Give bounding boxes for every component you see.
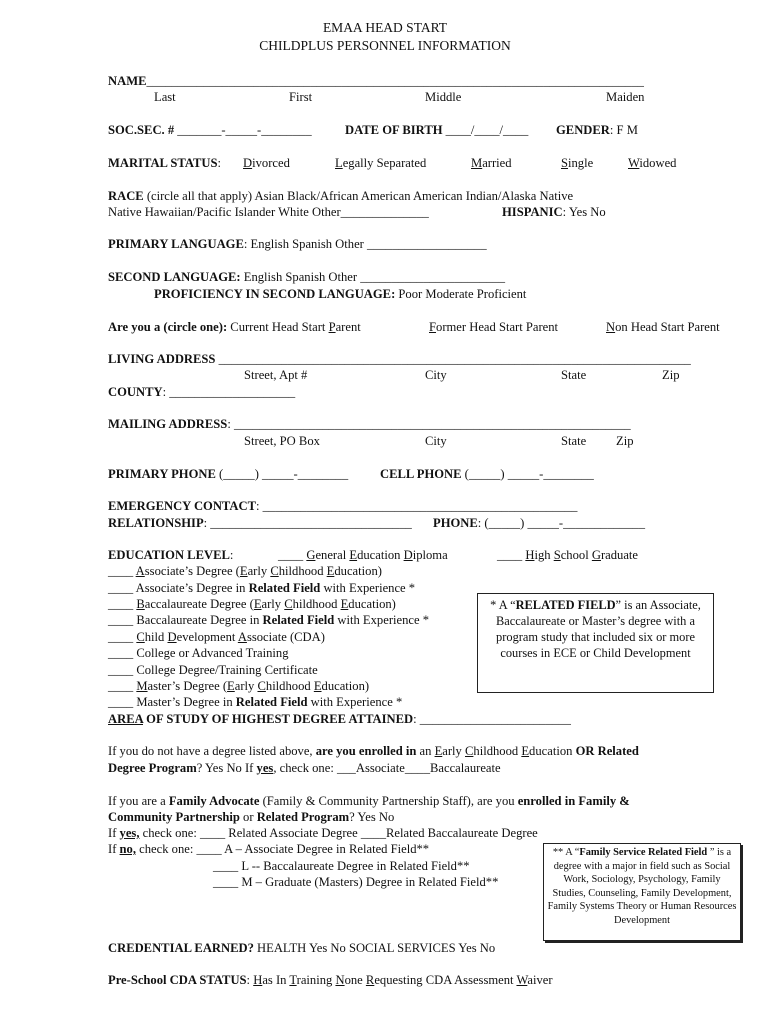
family-text: If — [108, 842, 120, 856]
primary-phone-row[interactable] — [108, 467, 348, 482]
edu-bold: Related Field — [235, 695, 308, 709]
enrolled-bold: OR Related — [575, 744, 639, 758]
emergency-phone-row[interactable] — [433, 516, 645, 531]
education-option-assoc-related[interactable] — [108, 581, 415, 596]
primary-language-row[interactable] — [108, 237, 487, 252]
parent-option-current-key: P — [328, 320, 336, 334]
primary-language-options[interactable]: : English Spanish Other ___________________ — [243, 237, 487, 251]
cell-phone-label: CELL PHONE — [380, 467, 462, 481]
education-option-bacc-ece[interactable]: ____ Baccalaureate Degree (Early Childhood Education) — [108, 597, 396, 611]
cda-status-row[interactable] — [108, 973, 553, 988]
credential-label: CREDENTIAL EARNED? — [108, 941, 254, 955]
marital-label: MARITAL STATUS — [108, 156, 218, 170]
cda-option-none[interactable]: one — [344, 973, 366, 987]
marital-rest: egally Separated — [342, 156, 427, 170]
hs-blank[interactable]: ____ — [497, 548, 526, 562]
name-middle-caption: Middle — [425, 90, 462, 104]
proficiency-options[interactable]: Poor Moderate Proficient — [395, 287, 527, 301]
hispanic-row[interactable] — [502, 205, 606, 220]
form-title: EMAA HEAD START — [322, 20, 448, 35]
marital-option-divorced[interactable] — [243, 156, 290, 171]
dob-field[interactable]: ____/____/____ — [442, 123, 529, 137]
cda-option-requesting[interactable]: equesting CDA Assessment — [374, 973, 517, 987]
education-label: EDUCATION LEVEL — [108, 548, 230, 562]
family-no-option-l[interactable]: ____ L -- Baccalaureate Degree in Related Field** — [213, 859, 470, 873]
cda-option-waiver[interactable]: aiver — [527, 973, 553, 987]
cda-key: T — [289, 973, 297, 987]
enrolled-check[interactable]: , check one: ___Associate____Baccalaureate — [273, 761, 501, 775]
enrolled-text: an — [416, 744, 435, 758]
note-text: * A “ — [490, 598, 516, 612]
parent-option-former[interactable] — [429, 320, 558, 335]
second-language-label: SECOND LANGUAGE: — [108, 270, 241, 284]
family-text: If — [108, 826, 120, 840]
edu-text: ____ Master’s Degree in — [108, 695, 236, 709]
note-text: ” is a degree with a major in field such as Social Work, Sociology, Psychology, Family Studies, Counseling, Family Development, Family Systems Theory or Human Resources Development — [547, 847, 737, 926]
marital-key: S — [561, 156, 569, 170]
enrolled-bold: are you enrolled in — [315, 744, 417, 758]
education-option-masters-ece[interactable]: ____ Master’s Degree (Early Childhood Education) — [108, 679, 370, 693]
cda-option-has[interactable]: as In — [262, 973, 290, 987]
education-option-cda[interactable]: ____ Child Development Associate (CDA) — [108, 630, 325, 644]
parent-option-non-key: N — [606, 320, 616, 334]
marital-rest: ivorced — [252, 156, 290, 170]
parent-option-former-key: F — [429, 320, 437, 334]
cda-colon: : — [246, 973, 254, 987]
edu-text: with Experience * — [307, 695, 403, 709]
parent-option-current-rest: arent — [335, 320, 361, 334]
living-city-caption: City — [425, 368, 447, 382]
family-bold: enrolled in Family & — [517, 794, 630, 808]
emergency-phone-field[interactable]: : (_____) _____-_____________ — [477, 516, 645, 530]
note-title: Family Service Related Field — [579, 847, 708, 858]
parent-option-non-rest: on Head Start Parent — [615, 320, 720, 334]
ssn-field[interactable]: _______-_____-________ — [174, 123, 312, 137]
name-maiden-caption: Maiden — [606, 90, 645, 104]
family-no-option-m[interactable]: ____ M – Graduate (Masters) Degree in Related Field** — [213, 875, 499, 889]
family-text: If you are a — [108, 794, 169, 808]
education-option-ged[interactable]: ____ General Education Diploma — [278, 548, 448, 562]
mailing-zip-caption: Zip — [616, 434, 634, 448]
family-no: no, — [119, 842, 136, 856]
living-zip-caption: Zip — [662, 368, 680, 382]
education-option-hs[interactable]: ____ High School Graduate — [497, 548, 639, 562]
note-text: ” is an Associate, Baccalaureate or Master’s degree with a program study that included six or more courses in ECE or Child Development — [496, 598, 701, 660]
enrolled-text: If you do not have a degree listed above, — [108, 744, 316, 758]
note-title: RELATED FIELD — [515, 598, 616, 612]
family-bold: Community Partnership — [108, 810, 240, 824]
family-no-option-a[interactable]: check one: ____ A – Associate Degree in Related Field** — [136, 842, 430, 856]
parent-option-former-rest: ormer Head Start Parent — [436, 320, 559, 334]
area-of-study-row[interactable] — [108, 712, 571, 727]
edu-text: with Experience * — [334, 613, 430, 627]
living-street-caption: Street, Apt # — [244, 368, 308, 382]
family-bold: Related Program — [256, 810, 350, 824]
gender-label: GENDER — [556, 123, 610, 137]
relationship-label: RELATIONSHIP — [108, 516, 204, 530]
cda-key: W — [516, 973, 528, 987]
name-label: NAME — [108, 74, 147, 88]
cell-phone-row[interactable] — [380, 467, 594, 482]
note-text: ** A “ — [552, 847, 580, 858]
enrolled-yes: yes — [256, 761, 274, 775]
relationship-row[interactable] — [108, 516, 412, 531]
education-option-certificate[interactable]: ____ College Degree/Training Certificate — [108, 663, 318, 677]
cda-option-training[interactable]: raining — [296, 973, 336, 987]
enrolled-options[interactable]: ? Yes No If — [196, 761, 257, 775]
marital-rest: idowed — [639, 156, 677, 170]
edu-text: ____ Associate’s Degree in — [108, 581, 249, 595]
living-address-label: LIVING ADDRESS — [108, 352, 216, 366]
marital-label-row — [108, 156, 221, 171]
relationship-line[interactable]: : ________________________________ — [203, 516, 412, 530]
county-label: COUNTY — [108, 385, 163, 399]
mailing-state-caption: State — [561, 434, 587, 448]
marital-key: W — [628, 156, 640, 170]
marital-key: D — [243, 156, 253, 170]
name-line[interactable]: _______________________________________________________________________________ — [146, 74, 644, 88]
gender-options[interactable]: : F M — [609, 123, 638, 137]
marital-option-widowed[interactable] — [628, 156, 676, 171]
name-row[interactable] — [108, 74, 644, 89]
credential-row[interactable] — [108, 941, 495, 956]
marital-colon: : — [217, 156, 222, 170]
education-option-college[interactable]: ____ College or Advanced Training — [108, 646, 289, 660]
marital-option-married[interactable] — [471, 156, 512, 171]
marital-rest: arried — [482, 156, 512, 170]
mailing-address-line[interactable]: : _______________________________________________________________ — [227, 417, 631, 431]
education-option-bacc-related[interactable] — [108, 613, 429, 628]
name-last-caption: Last — [154, 90, 176, 104]
marital-key: L — [335, 156, 343, 170]
ssn-label: SOC.SEC. # — [108, 123, 175, 137]
family-service-note — [543, 843, 741, 941]
cda-status-label: Pre-School CDA STATUS — [108, 973, 247, 987]
education-colon: : — [229, 548, 234, 562]
family-text: or — [239, 810, 257, 824]
marital-rest: ingle — [568, 156, 594, 170]
area-of-study-line[interactable]: : ________________________ — [413, 712, 571, 726]
parent-option-non[interactable] — [606, 320, 720, 335]
family-question-line1 — [108, 794, 630, 809]
ssn-row[interactable] — [108, 123, 312, 138]
living-state-caption: State — [561, 368, 587, 382]
form-subtitle: CHILDPLUS PERSONNEL INFORMATION — [259, 38, 511, 53]
family-yes-options[interactable]: check one: ____ Related Associate Degree ____Related Baccalaureate Degree — [139, 826, 538, 840]
marital-option-single[interactable] — [561, 156, 593, 171]
edu-text: with Experience * — [320, 581, 416, 595]
dob-label: DATE OF BIRTH — [345, 123, 443, 137]
proficiency-label: PROFICIENCY IN SECOND LANGUAGE: — [154, 287, 396, 301]
marital-option-separated[interactable] — [335, 156, 426, 171]
education-label-row — [108, 548, 233, 563]
parent-option-current[interactable]: Current Head Start — [227, 320, 329, 334]
enrolled-question-line2[interactable] — [108, 761, 501, 776]
mailing-street-caption: Street, PO Box — [244, 434, 320, 448]
living-address-row[interactable] — [108, 352, 691, 367]
edu-bold: Related Field — [262, 613, 335, 627]
edu-bold: Related Field — [248, 581, 321, 595]
related-field-note — [477, 593, 714, 693]
ged-blank[interactable]: ____ — [278, 548, 307, 562]
education-option-masters-related[interactable] — [108, 695, 402, 710]
marital-key: M — [471, 156, 483, 170]
second-language-row[interactable] — [108, 270, 505, 285]
proficiency-row[interactable] — [154, 287, 526, 302]
area-label-key: AREA — [108, 712, 143, 726]
mailing-address-label: MAILING ADDRESS — [108, 417, 228, 431]
hispanic-label: HISPANIC — [502, 205, 563, 219]
primary-language-label: PRIMARY LANGUAGE — [108, 237, 244, 251]
emergency-contact-label: EMERGENCY CONTACT — [108, 499, 256, 513]
cda-key: H — [253, 973, 263, 987]
family-yes-row[interactable] — [108, 826, 538, 841]
second-language-options[interactable]: English Spanish Other _______________________ — [240, 270, 506, 284]
credential-options[interactable]: HEALTH Yes No SOCIAL SERVICES Yes No — [253, 941, 496, 955]
primary-phone-label: PRIMARY PHONE — [108, 467, 216, 481]
family-bold: Family Advocate — [168, 794, 260, 808]
name-first-caption: First — [289, 90, 313, 104]
emergency-contact-line[interactable]: : __________________________________________________ — [255, 499, 578, 513]
family-text: (Family & Community Partnership Staff), are you — [259, 794, 518, 808]
hispanic-options[interactable]: : Yes No — [562, 205, 606, 219]
cda-key: R — [365, 973, 375, 987]
cda-key: N — [335, 973, 345, 987]
family-options[interactable]: ? Yes No — [349, 810, 395, 824]
county-row[interactable] — [108, 385, 295, 400]
family-question-line2[interactable] — [108, 810, 394, 825]
dob-row[interactable] — [345, 123, 528, 138]
family-yes: yes, — [119, 826, 140, 840]
edu-text: ____ Baccalaureate Degree in — [108, 613, 263, 627]
area-label: OF STUDY OF HIGHEST DEGREE ATTAINED — [143, 712, 414, 726]
enrolled-bold: Degree Program — [108, 761, 197, 775]
primary-phone-field[interactable]: (_____) _____-________ — [215, 467, 349, 481]
emergency-phone-label: PHONE — [433, 516, 478, 530]
race-options-1[interactable]: (circle all that apply) Asian Black/African American American Indian/Alaska Native — [143, 189, 574, 203]
race-label: RACE — [108, 189, 144, 203]
family-no-row[interactable] — [108, 842, 429, 857]
county-line[interactable]: : ____________________ — [162, 385, 296, 399]
living-address-line[interactable]: ___________________________________________________________________________ — [215, 352, 691, 366]
education-option-assoc-ece[interactable]: ____ Associate’s Degree (Early Childhood Education) — [108, 564, 382, 578]
mailing-address-row[interactable] — [108, 417, 631, 432]
cell-phone-field[interactable]: (_____) _____-________ — [461, 467, 594, 481]
race-options-2[interactable]: Native Hawaiian/Pacific Islander White Other______________ — [108, 205, 429, 219]
gender-row[interactable] — [556, 123, 638, 138]
parent-status-row[interactable] — [108, 320, 361, 335]
enrolled-question-line1: If you do not have a degree listed above, are you enrolled in an Early Childhood Education OR Related — [108, 744, 639, 758]
race-row-1[interactable] — [108, 189, 573, 204]
emergency-contact-row[interactable] — [108, 499, 577, 514]
mailing-city-caption: City — [425, 434, 447, 448]
parent-status-label: Are you a (circle one): — [108, 320, 228, 334]
